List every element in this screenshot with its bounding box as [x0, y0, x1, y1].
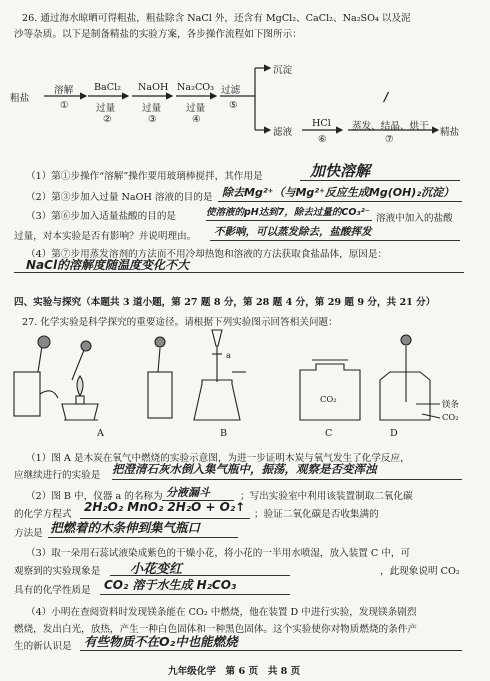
q27-1-text-a: （1）图 A 是木炭在氧气中燃烧的实验示意图，为进一步证明木炭与氧气发生了化学反应， [26, 453, 410, 464]
q27-2-answer-a: 分液漏斗 [166, 486, 210, 499]
q26-3-answer-b: 不影响，可以蒸发除去，盐酸挥发 [214, 226, 372, 238]
flow-end-label: 精盐 [440, 127, 460, 138]
q27-4-text-a: （4）小明在查阅资料时发现镁条能在 CO₂ 中燃烧，他在装置 D 中进行实验，发现镁条剧烈 [26, 607, 417, 618]
q26-2-text: （2）第③步加入过量 NaOH 溶液的目的是 [26, 192, 213, 203]
figure-label-c: C [325, 428, 333, 439]
flow-step7-number: ⑦ [385, 134, 394, 145]
flow-step4-number: ④ [192, 114, 201, 125]
q27-intro: 27. 化学实验是科学探究的重要途径。请根据下列实验图示回答相关问题： [22, 317, 338, 328]
figure-label-d: D [390, 428, 398, 439]
page-footer: 九年级化学 第 6 页 共 8 页 [168, 666, 301, 677]
q26-3-text-a: （3）第⑥步加入适量盐酸的目的是 [26, 211, 177, 222]
flow-filtrate-label: 滤液 [273, 127, 293, 138]
figure-b-apparatus [148, 330, 246, 420]
flow-precipitate-label: 沉淀 [273, 65, 293, 76]
q26-3-text-b: 溶液中加入的盐酸 [376, 213, 453, 224]
q26-1-text: （1）第①步操作“溶解”操作要用玻璃棒搅拌，其作用是 [26, 171, 263, 182]
q27-1-text-b: 应继续进行的实验是 [14, 470, 101, 481]
section4-title: 四、实验与探究（本题共 3 道小题，第 27 题 8 分，第 28 题 4 分，第 29 题 9 分，共 21 分） [14, 297, 436, 308]
figure-c-apparatus [300, 360, 360, 420]
flow-step4-label: Na₂CO₃ [177, 82, 215, 93]
flow-step1-label: 溶解 [54, 85, 74, 96]
q27-2-answer-c: 把燃着的木条伸到集气瓶口 [50, 520, 201, 535]
q27-3-text-a: （3）取一朵用石蕊试液染成紫色的干燥小花，将小花的一半用水喷湿，放入装置 C 中，可 [26, 548, 411, 559]
q27-2-text-b: ；写出实验室中利用该装置制取二氧化碳 [240, 491, 413, 502]
q27-2-text-a: （2）图 B 中，仪器 a 的名称为 [26, 491, 163, 502]
q27-2-text-d: ；验证二氧化碳是否收集满的 [254, 509, 379, 520]
figure-d-mg-label: 镁条 [442, 399, 459, 409]
q27-3-answer-a: 小花变红 [130, 562, 183, 577]
figure-b-label-a: a [226, 350, 231, 360]
q26-4-text: （4）第⑦步用蒸发溶剂的方法而不用冷却热饱和溶液的方法获取食盐晶体，原因是： [26, 249, 388, 260]
q27-4-text-c: 生的新认识是 [14, 641, 72, 652]
figure-d-co2-label: CO₂ [442, 412, 459, 422]
flow-start-label: 粗盐 [10, 93, 30, 104]
q27-2-text-e: 方法是 [14, 528, 43, 539]
q27-4-text-b: 燃烧，发出白光，放热，产生一种白色固体和一种黑色固体。这个实验使你对物质燃烧的条件产 [14, 624, 417, 635]
flow-step3-amount: 过量 [142, 103, 162, 114]
flow-step3-label: NaOH [138, 82, 169, 93]
q26-3-answer-a: 使溶液的pH达到7，除去过量的CO₃²⁻ [206, 207, 370, 218]
figure-label-b: B [220, 428, 228, 439]
q26-2-answer: 除去Mg²⁺（与Mg²⁺反应生成Mg(OH)₂沉淀） [222, 186, 455, 199]
q27-3-answer-b: CO₂ 溶于水生成 H₂CO₃ [104, 578, 237, 592]
flow-step5-number: ⑤ [229, 100, 238, 111]
q27-3-answer-line-b [100, 594, 290, 595]
flow-step4-amount: 过量 [186, 103, 206, 114]
q27-3-text-b: 观察到的实验现象是 [14, 566, 101, 577]
q27-3-text-d: 具有的化学性质是 [14, 585, 91, 596]
figure-d-apparatus [380, 335, 440, 420]
q26-4-answer: NaCl的溶解度随温度变化不大 [26, 258, 190, 272]
q26-intro-line1: 26. 通过海水晾晒可得粗盐，粗盐除含 NaCl 外，还含有 MgCl₂、CaCl₂、Na₂SO₄ 以及泥 [22, 13, 411, 24]
flow-step2-label: BaCl₂ [94, 82, 122, 93]
q27-4-answer: 有些物质不在O₂中也能燃烧 [84, 634, 238, 649]
figure-label-a: A [97, 428, 104, 439]
flow-stray-mark: / [384, 90, 389, 104]
q26-intro-line2: 沙等杂质。以下是制备精盐的实验方案，各步操作流程如下图所示： [14, 29, 302, 40]
q27-2-answer-b: 2H₂O₂ MnO₂ 2H₂O + O₂↑ [84, 500, 246, 514]
q27-2-answer-line-c [48, 537, 238, 538]
figure-c-co2-label: CO₂ [320, 394, 337, 404]
flow-step2-amount: 过量 [96, 103, 116, 114]
flow-step2-number: ② [103, 114, 112, 125]
figure-a-apparatus [14, 336, 98, 420]
flow-step3-number: ③ [148, 114, 157, 125]
q27-1-answer-line [112, 479, 462, 480]
q26-1-answer: 加快溶解 [310, 162, 371, 180]
flow-step7-label: 蒸发、结晶、烘干 [352, 121, 429, 132]
q27-1-answer: 把澄清石灰水倒入集气瓶中，振荡，观察是否变浑浊 [112, 462, 377, 476]
flow-step1-number: ① [60, 100, 69, 111]
q26-3-text-c: 过量，对本实验是否有影响？并说明理由。 [14, 231, 197, 242]
q27-2-text-c: 的化学方程式 [14, 509, 72, 520]
q27-3-text-c: ，此现象说明 CO₂ [380, 566, 460, 577]
flow-step6-number: ⑥ [318, 134, 327, 145]
q27-4-answer-line [80, 650, 462, 651]
flow-step6-label: HCl [312, 118, 331, 129]
flow-step5-label: 过滤 [221, 85, 241, 96]
